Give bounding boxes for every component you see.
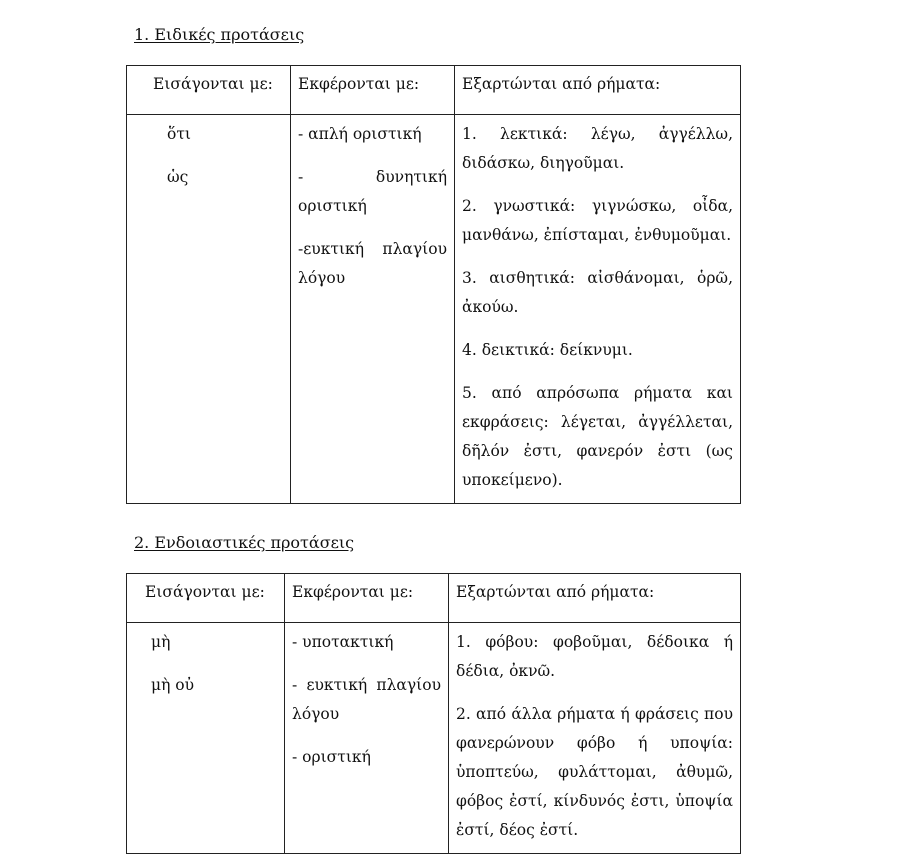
header-depend-on-verbs: Εξαρτώνται από ρήματα: [449, 574, 741, 623]
mood-item: - απλή οριστική [298, 125, 422, 143]
declarative-clauses-table [126, 65, 741, 504]
conjunction-item: ὅτι [167, 125, 191, 143]
verbs-cell [449, 623, 741, 854]
header-introduced-by: Εισάγονται με: [127, 574, 285, 623]
header-expressed-with: Εκφέρονται με: [291, 66, 455, 115]
table-row [127, 115, 741, 504]
verb-category: 5. από απρόσωπα ρήματα και εκφράσεις: λέγεται, ἀγγέλλεται, δῆλόν ἐστι, φανερόν ἐστι (ως υποκείμενο). [462, 384, 733, 489]
conjunction-item: μὴ οὐ [151, 676, 195, 694]
table-row [127, 623, 741, 854]
moods-cell [291, 115, 455, 504]
conjunction-item: ὡς [167, 168, 189, 186]
conjunctions-cell [127, 115, 291, 504]
verb-category: 2. γνωστικά: γιγνώσκω, οἶδα, μανθάνω, ἐπίσταμαι, ἐνθυμοῦμαι. [462, 197, 733, 244]
table-header-row [127, 66, 741, 115]
section-2-heading: 2. Ενδοιαστικές προτάσεις [134, 533, 355, 552]
moods-cell [285, 623, 449, 854]
conjunctions-cell [127, 623, 285, 854]
verb-category: 2. από άλλα ρήματα ή φράσεις που φανερώνουν φόβο ή υποψία: ὑποπτεύω, φυλάττομαι, ἀθυμῶ, φόβος ἐστί, κίνδυνός ἐστι, ὑποψία ἐστί, δέος ἐστί. [456, 705, 733, 839]
header-introduced-by: Εισάγονται με: [127, 66, 291, 115]
verb-category: 3. αισθητικά: αἰσθάνομαι, ὁρῶ, ἀκούω. [462, 269, 733, 316]
header-expressed-with: Εκφέρονται με: [285, 574, 449, 623]
verb-category: 1. φόβου: φοβοῦμαι, δέδοικα ή δέδια, ὀκνῶ. [456, 633, 733, 680]
table-header-row [127, 574, 741, 623]
header-depend-on-verbs: Εξαρτώνται από ρήματα: [455, 66, 741, 115]
mood-item: -ευκτική πλαγίου λόγου [298, 240, 447, 287]
verb-category: 1. λεκτικά: λέγω, ἀγγέλλω, διδάσκω, διηγοῦμαι. [462, 125, 733, 172]
verbs-cell [455, 115, 741, 504]
mood-item: - δυνητική οριστική [298, 168, 447, 215]
section-1-heading: 1. Ειδικές προτάσεις [134, 25, 305, 44]
verb-category: 4. δεικτικά: δείκνυμι. [462, 341, 633, 359]
conjunction-item: μὴ [151, 633, 171, 651]
mood-item: - οριστική [292, 748, 371, 766]
fear-clauses-table [126, 573, 741, 854]
mood-item: - ευκτική πλαγίου λόγου [292, 676, 441, 723]
mood-item: - υποτακτική [292, 633, 394, 651]
